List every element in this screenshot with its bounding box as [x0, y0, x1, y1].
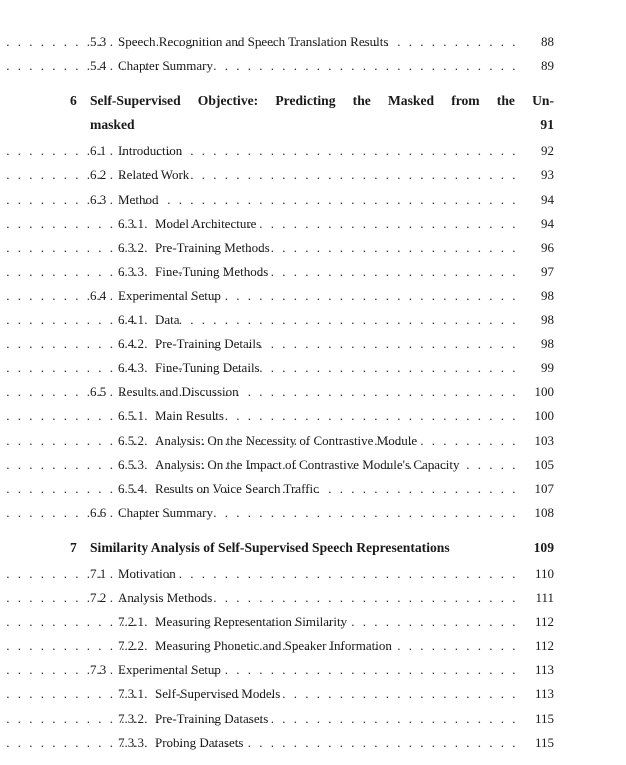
toc-row [118, 707, 554, 731]
toc-leader-dots [353, 610, 518, 634]
toc-page-number: 113 [534, 662, 554, 678]
toc-page-number: 100 [534, 408, 554, 424]
toc-leader-dots [219, 501, 518, 525]
toc-row [70, 113, 554, 137]
toc-page-number: 93 [541, 167, 554, 183]
toc-row [90, 562, 554, 586]
toc-entry-number: 7.2 [90, 590, 107, 606]
toc-row [118, 356, 554, 380]
toc-leader-dots [325, 477, 518, 501]
toc-leader-dots [182, 562, 518, 586]
toc-row [118, 682, 554, 706]
toc-leader-dots [394, 30, 518, 54]
toc-entry-title: masked [90, 117, 135, 133]
toc-entry-title: Model Architecture [155, 215, 257, 231]
toc-row [118, 332, 554, 356]
toc-leader-dots [249, 731, 518, 755]
toc-leader-dots [466, 453, 518, 477]
toc-entry-title: Experimental Setup [118, 662, 221, 678]
toc-page-number: 91 [540, 117, 554, 133]
toc-entry-title: Motivation [118, 565, 176, 581]
toc-leader-dots [262, 212, 518, 236]
toc-entry-number: 7.2.2 [118, 638, 144, 654]
toc-page-number: 105 [534, 456, 554, 472]
toc-page-number: 88 [541, 34, 554, 49]
toc-entry-title: Measuring Phonetic and Speaker Information [155, 638, 392, 654]
toc-entry-number: 7.2.1 [118, 614, 144, 630]
toc-entry-number: 7 [70, 539, 77, 555]
toc-entry-title: Main Results [155, 408, 224, 424]
toc-entry-title: Pre-Training Methods [155, 239, 270, 255]
toc-leader-dots [227, 658, 518, 682]
toc-entry-number: 6.2 [90, 167, 107, 183]
toc-entry-number: 6.5 [90, 384, 107, 400]
toc-entry-title: Self-Supervised Objective: Predicting the Masked from the Un- [90, 93, 554, 109]
toc-page-number: 100 [534, 384, 554, 400]
toc-page-number: 110 [534, 565, 554, 581]
toc-leader-dots [267, 332, 518, 356]
toc-entry-title: Pre-Training Datasets [155, 710, 269, 726]
toc-row [70, 89, 554, 113]
toc-row [118, 308, 554, 332]
toc-entry-title: Related Work [118, 167, 190, 183]
toc-leader-dots [230, 404, 518, 428]
toc-entry-title: Similarity Analysis of Self-Supervised Speech Representations [90, 539, 450, 555]
toc-page-number: 113 [534, 686, 554, 702]
toc-entry-title: Analysis: On the Impact of Contrastive Module's Capacity [155, 456, 460, 472]
toc-entry-title: Chapter Summary [118, 58, 213, 74]
toc-entry-title: Self-Supervised Models [155, 686, 281, 702]
toc-entry-title: Analysis Methods [118, 590, 213, 606]
toc-leader-dots [423, 429, 518, 453]
toc-leader-dots [219, 54, 518, 78]
toc-entry-number: 7.3.2 [118, 710, 144, 726]
toc-page-number: 103 [534, 432, 554, 448]
toc-entry-title: Measuring Representation Similarity [155, 614, 348, 630]
toc-row [90, 658, 554, 682]
toc-entry-number: 6.5.3 [118, 456, 144, 472]
toc-entry-title: Data [155, 312, 180, 328]
toc-leader-dots [274, 260, 518, 284]
toc-leader-dots [186, 308, 518, 332]
toc-page-number: 98 [541, 287, 554, 303]
toc-entry-title: Results and Discussion [118, 384, 239, 400]
toc-page-number: 112 [534, 638, 554, 654]
toc-leader-dots [274, 707, 518, 731]
toc-entry-title: Chapter Summary [118, 504, 213, 520]
toc-row [90, 501, 554, 525]
toc-page-number: 96 [541, 239, 554, 255]
toc-row [90, 380, 554, 404]
toc-entry-title: Method [118, 191, 159, 207]
toc-entry-number: 7.3.1 [118, 686, 144, 702]
toc-row [90, 30, 554, 54]
toc-row [90, 586, 554, 610]
toc-entry-title: Introduction [118, 143, 183, 159]
toc-page-number: 98 [541, 312, 554, 328]
toc-row [90, 188, 554, 212]
toc-entry-number: 6 [70, 93, 77, 109]
toc-leader-dots [227, 284, 518, 308]
toc-leader-dots [164, 188, 518, 212]
toc-row [118, 212, 554, 236]
toc-entry-number: 6.4.1 [118, 312, 144, 328]
toc-entry-number: 7.3.3 [118, 734, 144, 750]
toc-row [90, 54, 554, 78]
toc-entry-number: 6.3.3 [118, 263, 144, 279]
toc-leader-dots [218, 586, 518, 610]
toc-row [118, 634, 554, 658]
toc-leader-dots [398, 634, 518, 658]
toc-page-number: 99 [541, 360, 554, 376]
toc-leader-dots [245, 380, 518, 404]
toc-page-number: 97 [541, 263, 554, 279]
toc-leader-dots [195, 163, 518, 187]
toc-row [118, 236, 554, 260]
toc-row [118, 404, 554, 428]
toc-row [118, 477, 554, 501]
toc-row [70, 536, 554, 560]
toc-page-number: 109 [533, 539, 554, 555]
toc-page-number: 89 [541, 58, 554, 74]
toc-page-number: 115 [534, 734, 554, 750]
toc-row [118, 610, 554, 634]
toc-entry-title: Probing Datasets [155, 734, 244, 750]
toc-entry-number: 5.3 [90, 34, 107, 49]
toc-entry-title: Pre-Training Details [155, 336, 262, 352]
toc-row [90, 139, 554, 163]
toc-row [118, 260, 554, 284]
toc-row [118, 731, 554, 755]
toc-leader-dots [286, 682, 518, 706]
toc-leader-dots [276, 236, 518, 260]
toc-entry-number: 6.3.2 [118, 239, 144, 255]
toc-page-number: 111 [535, 590, 554, 606]
toc-entry-number: 7.1 [90, 565, 107, 581]
toc-entry-number: 6.5.2 [118, 432, 144, 448]
toc-page-number: 115 [534, 710, 554, 726]
toc-entry-title: Experimental Setup [118, 287, 221, 303]
toc-page-number: 98 [541, 336, 554, 352]
toc-page-number: 108 [534, 504, 554, 520]
toc-page-number: 112 [534, 614, 554, 630]
toc-leader-dots [188, 139, 518, 163]
toc-page-number: 107 [534, 480, 554, 496]
toc-entry-number: 6.6 [90, 504, 107, 520]
toc-page-number: 94 [541, 191, 554, 207]
toc-page-number: 92 [541, 143, 554, 159]
toc-entry-number: 5.4 [90, 58, 107, 74]
toc-entry-number: 6.5.4 [118, 480, 144, 496]
toc-entry-number: 6.4 [90, 287, 107, 303]
toc-row [118, 453, 554, 477]
toc-entry-number: 6.1 [90, 143, 107, 159]
toc-row [118, 429, 554, 453]
toc-entry-number: 6.5.1 [118, 408, 144, 424]
toc-entry-title: Speech Recognition and Speech Translation Results [118, 34, 389, 49]
toc-leader-dots [266, 356, 518, 380]
toc-page-number: 94 [541, 215, 554, 231]
toc-entry-title: Fine-Tuning Details [155, 360, 260, 376]
toc-entry-number: 6.3.1 [118, 215, 144, 231]
toc-entry-title: Fine-Tuning Methods [155, 263, 269, 279]
toc-entry-number: 6.4.3 [118, 360, 144, 376]
toc-list [70, 30, 554, 755]
toc-entry-number: 6.3 [90, 191, 107, 207]
toc-entry-title: Results on Voice Search Traffic [155, 480, 319, 496]
toc-entry-number: 7.3 [90, 662, 107, 678]
toc-row [90, 284, 554, 308]
toc-row [90, 163, 554, 187]
toc-entry-title: Analysis: On the Necessity of Contrastive Module [155, 432, 418, 448]
toc-entry-number: 6.4.2 [118, 336, 144, 352]
